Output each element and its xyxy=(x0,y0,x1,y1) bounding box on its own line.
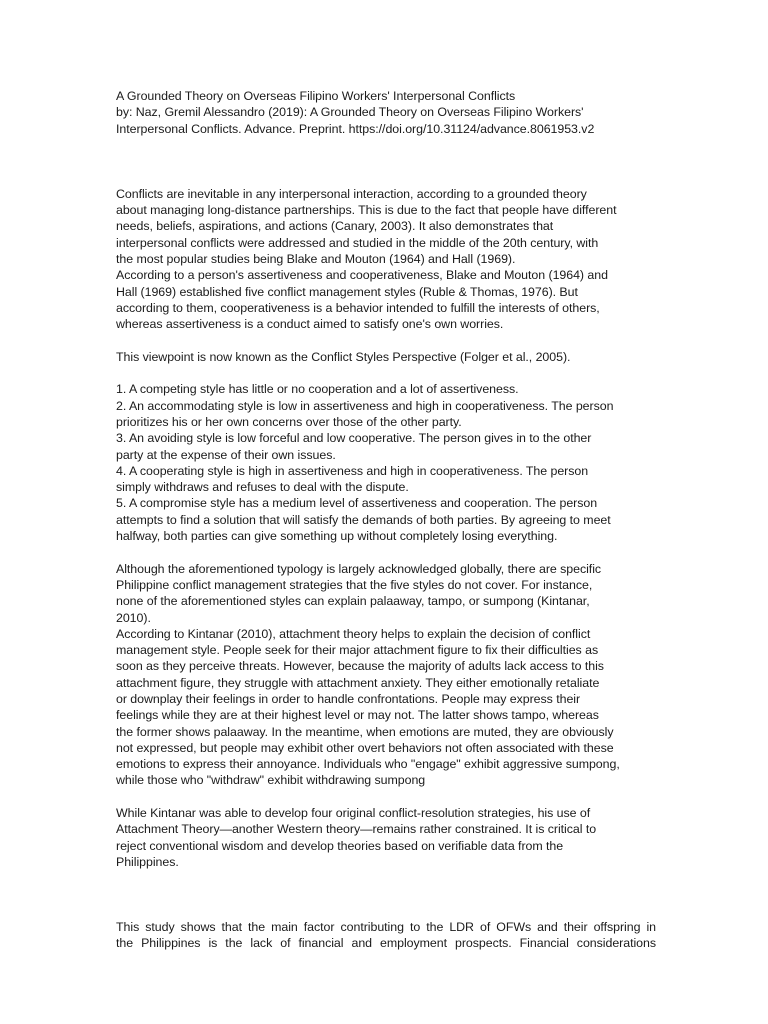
text-line: while those who "withdraw" exhibit withdrawing sumpong xyxy=(116,773,426,788)
text-line: attachment figure, they struggle with attachment anxiety. They either emotionally retaliate xyxy=(116,675,600,690)
text-line: Conflicts are inevitable in any interpersonal interaction, according to a grounded theory xyxy=(116,186,587,201)
text-line: none of the aforementioned styles can explain palaaway, tampo, or sumpong (Kintanar, xyxy=(116,594,590,609)
list-item: prioritizes his or her own concerns over those of the other party. xyxy=(116,414,462,429)
text-line: the most popular studies being Blake and Mouton (1964) and Hall (1969). xyxy=(116,251,516,266)
document-page xyxy=(116,88,656,952)
paragraph-attachment-critique xyxy=(116,805,656,870)
list-item: party at the expense of their own issues. xyxy=(116,447,336,462)
text-line: whereas assertiveness is a conduct aimed to satisfy one's own worries. xyxy=(116,317,504,332)
text-line: needs, beliefs, aspirations, and actions (Canary, 2003). It also demonstrates that xyxy=(116,219,554,234)
text-line: soon as they perceive threats. However, because the majority of adults lack access to this xyxy=(116,659,604,674)
text-line: According to a person's assertiveness and cooperativeness, Blake and Mouton (1964) and xyxy=(116,268,608,283)
document-title: A Grounded Theory on Overseas Filipino Workers' Interpersonal Conflicts xyxy=(116,89,516,103)
text-line: Hall (1969) established five conflict management styles (Ruble & Thomas, 1976). But xyxy=(116,284,578,299)
citation-line: Interpersonal Conflicts. Advance. Preprint. https://doi.org/10.31124/advance.8061953.v2 xyxy=(116,121,595,136)
text-line: emotions to express their annoyance. Individuals who "engage" exhibit aggressive sumpong, xyxy=(116,757,620,772)
list-item: attempts to find a solution that will satisfy the demands of both parties. By agreeing to meet xyxy=(116,512,611,527)
text-line: about managing long-distance partnerships. This is due to the fact that people have different xyxy=(116,203,617,218)
list-item: 5. A compromise style has a medium level of assertiveness and cooperation. The person xyxy=(116,496,598,511)
text-line: the former shows palaaway. In the meantime, when emotions are muted, they are obviously xyxy=(116,724,614,739)
list-item: 3. An avoiding style is low forceful and low cooperative. The person gives in to the other xyxy=(116,431,592,446)
list-item: 2. An accommodating style is low in assertiveness and high in cooperativeness. The person xyxy=(116,398,614,413)
text-line: feelings while they are at their highest level or may not. The latter shows tampo, whereas xyxy=(116,708,599,723)
conflict-styles-list xyxy=(116,381,656,544)
paragraph-study-findings xyxy=(116,919,656,952)
list-item: halfway, both parties can give something up without completely losing everything. xyxy=(116,529,558,544)
paragraph-kintanar xyxy=(116,561,656,789)
text-line: not expressed, but people may exhibit other overt behaviors not often associated with these xyxy=(116,740,614,755)
citation-line: by: Naz, Gremil Alessandro (2019): A Grounded Theory on Overseas Filipino Workers' xyxy=(116,105,584,120)
text-line: While Kintanar was able to develop four original conflict-resolution strategies, his use of xyxy=(116,806,591,821)
text-line: reject conventional wisdom and develop theories based on verifiable data from the xyxy=(116,838,564,853)
text-line: the Philippines is the lack of financial and employment prospects. Financial considerations xyxy=(116,936,656,951)
text-line: This study shows that the main factor contributing to the LDR of OFWs and their offspring in xyxy=(116,920,656,935)
text-line: according to them, cooperativeness is a behavior intended to fulfill the interests of others, xyxy=(116,300,600,315)
document-header xyxy=(116,88,656,137)
paragraph-perspective xyxy=(116,349,656,365)
text-line: management style. People seek for their major attachment figure to fix their difficulties as xyxy=(116,643,599,658)
text-line: Attachment Theory—another Western theory—remains rather constrained. It is critical to xyxy=(116,822,597,837)
text-line: This viewpoint is now known as the Conflict Styles Perspective (Folger et al., 2005). xyxy=(116,349,571,364)
text-line: Philippines. xyxy=(116,854,179,869)
list-item: 1. A competing style has little or no cooperation and a lot of assertiveness. xyxy=(116,382,519,397)
text-line: 2010). xyxy=(116,610,151,625)
text-line: Philippine conflict management strategies that the five styles do not cover. For instance, xyxy=(116,577,593,592)
list-item: 4. A cooperating style is high in assertiveness and high in cooperativeness. The person xyxy=(116,463,589,478)
text-line: According to Kintanar (2010), attachment theory helps to explain the decision of conflict xyxy=(116,626,591,641)
text-line: Although the aforementioned typology is largely acknowledged globally, there are specific xyxy=(116,561,602,576)
paragraph-intro xyxy=(116,186,656,333)
text-line: interpersonal conflicts were addressed and studied in the middle of the 20th century, with xyxy=(116,235,599,250)
list-item: simply withdraws and refuses to deal with the dispute. xyxy=(116,480,409,495)
text-line: or downplay their feelings in order to handle confrontations. People may express their xyxy=(116,691,581,706)
